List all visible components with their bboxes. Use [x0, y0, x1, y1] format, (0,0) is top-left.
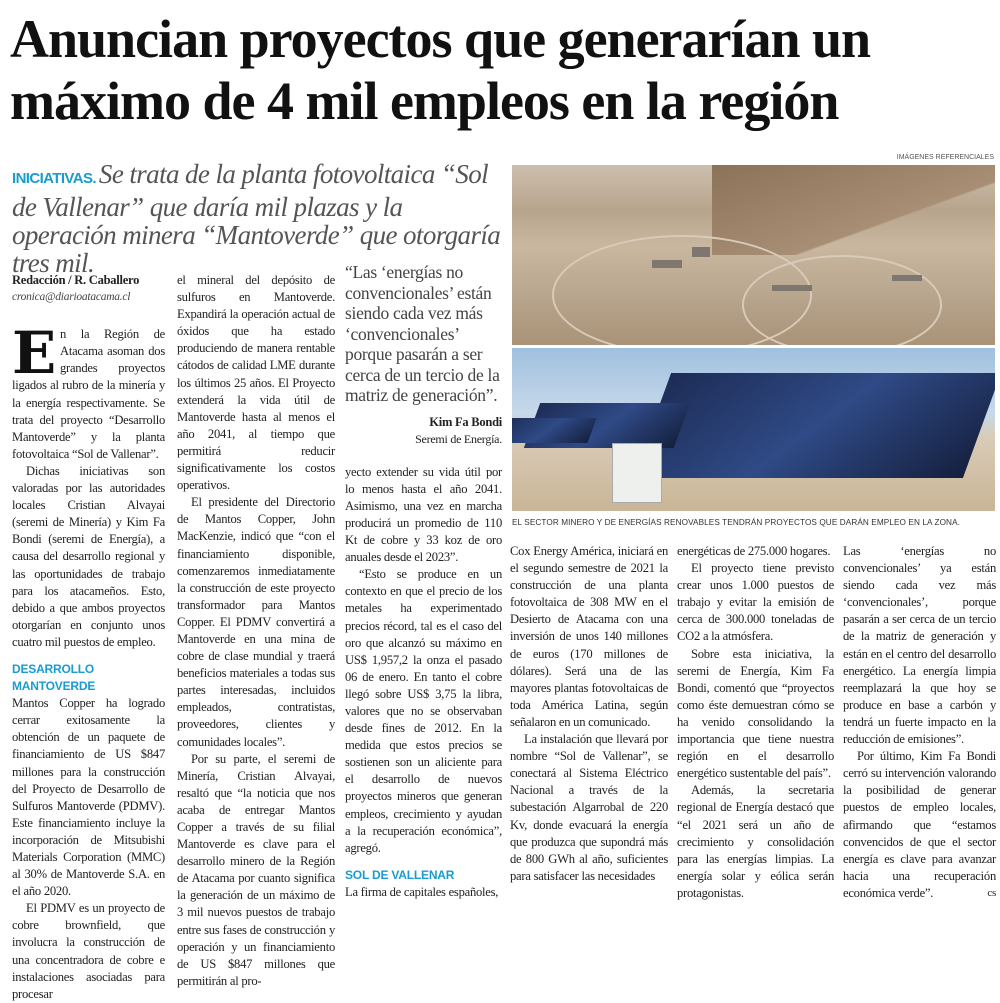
subheading-mantoverde: DESARROLLO MANTOVERDE: [12, 661, 96, 694]
deck-text: Se trata de la planta fotovoltaica “Sol de Vallenar” que daría mil plazas y la operación minera “Mantoverde” que otorgaría tres mil.: [12, 159, 501, 278]
subheading-sol-de-vallenar: SOL DE VALLENAR: [345, 867, 455, 882]
drop-cap: E: [12, 319, 56, 388]
paragraph: [843, 748, 996, 902]
paragraph-text: Por último, Kim Fa Bondi cerró su intervención valorando la posibilidad de generar puestos de empleo locales, afirmando que “estamos convencidos de que el sector energía es clave para avanzar hacia una recuperación económica verde”.: [843, 749, 996, 900]
headline: Anuncian proyectos que generarían un máximo de 4 mil empleos en la región: [10, 9, 871, 131]
column-2: [177, 272, 335, 990]
paragraph: El presidente del Directorio de Mantos Copper, John MacKenzie, indicó que “con el financiamiento disponible, comenzaremos inmediatamente la construcción de este proyecto transformador para Mantos Copper. El PDMV convertirá a Mantoverde en una mina de cobre de clase mundial y traerá beneficios materiales a todas sus partes interesadas, incluidos empleados, contratistas, proveedores, clientes y comunidades locales”.: [177, 495, 335, 749]
paragraph: Cox Energy América, iniciará en el segundo semestre de 2021 la construcción de una planta fotovoltaica de 308 MW en el Desierto de Atacama con una inversión de unos 140 millones de euros (170 millones de dólares). Será una de las mayores plantas fotovoltaicas de toda América Latina, según señalaron en un comunicado.: [510, 544, 668, 729]
end-mark-icon: cs: [987, 886, 996, 899]
pull-quote: “Las ‘energías no convencionales’ están siendo cada vez más ‘convencionales’ porque pasarán a ser cerca de un tercio de la matriz de generación”.: [345, 262, 500, 405]
paragraph: El proyecto tiene previsto crear unos 1.000 puestos de trabajo y evitar la emisión de cerca de 300.000 toneladas de CO2 a la atmósfera.: [677, 561, 834, 644]
column-5: [677, 543, 834, 902]
photo-mine-aerial: [512, 165, 995, 345]
column-4: [510, 543, 668, 885]
byline-author: Redacción / R. Caballero: [12, 273, 140, 287]
quote-role: Seremi de Energía.: [415, 431, 502, 446]
paragraph: Mantos Copper ha logrado cerrar exitosamente la obtención de un paquete de financiamiento de US $847 millones para la construcción del Proyecto de Desarrollo de Sulfuros Mantoverde (PDMV). Este financiamiento incluye la incorporación de Mitsubishi Materials Corporation (MMC) al 30% de Mantoverde S.A. en el año 2020.: [12, 696, 165, 899]
paragraph: yecto extender su vida útil por lo menos hasta el año 2041. Asimismo, una vez en marcha producirá un promedio de 110 Kt de cobre y 33 koz de oro anuales desde el 2023”.: [345, 464, 502, 565]
paragraph: La instalación que llevará por nombre “Sol de Vallenar”, se conectará al Sistema Eléctrico Nacional a través de la subestación Algarrobal de 220 Kv, donde evacuará la energía que produzca que supondrá más de 800 GWh al año, suficientes para satisfacer las necesidades: [510, 732, 668, 883]
paragraph: Las ‘energías no convencionales’ ya están siendo cada vez más ‘convencionales’, porque pasarán a ser cerca de un tercio de la matriz de generación y están en el centro del desarrollo energético. La energía limpia reemplazará la que hoy se produce en base a carbón y tendrá un fuerte impacto en la reducción de emisiones”.: [843, 544, 996, 747]
photo-credit: IMÁGENES REFERENCIALES: [896, 154, 994, 161]
column-6: [843, 543, 996, 902]
byline-email[interactable]: cronica@diarioatacama.cl: [12, 291, 131, 304]
paragraph: energéticas de 275.000 hogares.: [677, 544, 831, 558]
photo-caption: EL SECTOR MINERO Y DE ENERGÍAS RENOVABLES TENDRÁN PROYECTOS QUE DARÁN EMPLEO EN LA ZONA.: [512, 518, 960, 527]
deck: [12, 160, 504, 277]
paragraph: El PDMV es un proyecto de cobre brownfield, que involucra la construcción de una concentradora de cobre e instalaciones asociadas para procesar: [12, 901, 165, 1001]
photo-solar-panels: [512, 348, 995, 511]
paragraph: Dichas iniciativas son valoradas por las autoridades locales Cristian Alvayai (seremi de Minería) y Kim Fa Bondi (seremi de Energía), a causa del desarrollo regional y las oportunidades de trabajo para los atacameños. Esto, debido a que ambos proyectos otorgarían en conjunto unos cuatro mil puestos de empleo.: [12, 463, 165, 649]
kicker: INICIATIVAS.: [12, 170, 96, 187]
paragraph: n la Región de Atacama asoman dos grandes proyectos ligados al rubro de la minería y la energía respectivamente. Se trata del proyecto “Desarrollo Mantoverde” y la planta fotovoltaica “Sol de Vallenar”.: [12, 327, 165, 461]
pull-quote-attribution: [345, 414, 502, 448]
paragraph: el mineral del depósito de sulfuros en Mantoverde. Expandirá la operación actual de óxidos que ha estado produciendo de manera rentable cátodos de calidad LME durante los últimos 25 años. El Proyecto extenderá la vida útil de Mantoverde hasta al menos el año 2041, al tiempo que permitirá reducir significativamente los costos operativos.: [177, 273, 335, 493]
quote-author: Kim Fa Bondi: [429, 414, 502, 429]
paragraph: Sobre esta iniciativa, la seremi de Energía, Kim Fa Bondi, comentó que “proyectos como éste demuestran cómo se ha venido consolidando la importancia que tiene nuestra región en el desarrollo energético sustentable del país”.: [677, 646, 834, 781]
paragraph: La firma de capitales españoles,: [345, 884, 499, 899]
paragraph: Por su parte, el seremi de Minería, Cristian Alvayai, resaltó que “la noticia que nos acaba de entregar Mantos Copper a través de su filial Mantoverde es clave para el desarrollo minero de la Región de Atacama por cuanto significa la generación de un máximo de 3 mil nuevos puestos de trabajo entre sus fases de construcción y operación y un financiamiento de US $847 millones que permitirán al pro-: [177, 751, 335, 988]
column-3: [345, 262, 502, 901]
paragraph: “Esto se produce en un contexto en que el precio de los metales ha experimentado precios récord, tal es el caso del oro que alcanzó su máximo en US$ 1,957,2 la onza el pasado 06 de enero. En tanto el cobre llegó sobre US$ 3,75 la libra, valores que no se observaban desde fines de 2012. En la medida que estos precios se sostienen son un aliciente para el desarrollo de nuevos proyectos mineros que generan empleos, crecimiento y ayudan a la recuperación económica”, agregó.: [345, 567, 502, 855]
paragraph: Además, la secretaria regional de Energía destacó que “el 2021 será un año de crecimiento y consolidación para las energías limpias. La energía solar y eólica serán protagonistas.: [677, 783, 834, 900]
column-1: [12, 272, 165, 1003]
